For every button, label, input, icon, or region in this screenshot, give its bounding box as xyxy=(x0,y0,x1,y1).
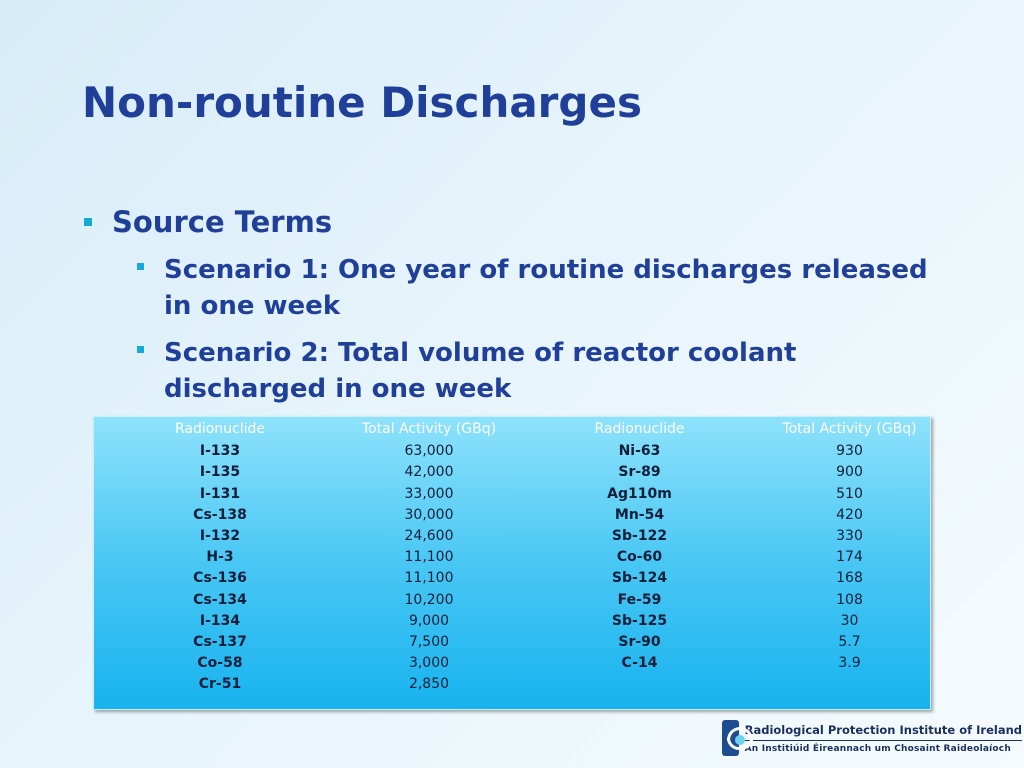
activity-cell: 930 xyxy=(836,443,863,460)
radionuclide-cell: Co-60 xyxy=(616,549,663,566)
activity-cell: 330 xyxy=(836,527,863,544)
table-row xyxy=(94,462,932,483)
activity-cell: 63,000 xyxy=(404,443,454,460)
table-row xyxy=(94,441,932,462)
table-row xyxy=(94,611,932,632)
sub-bullet-scenario-1 xyxy=(137,252,944,324)
table-row xyxy=(94,547,932,568)
rpii-logo-icon xyxy=(722,720,739,756)
table-row xyxy=(94,526,932,547)
radionuclide-cell: Ni-63 xyxy=(618,443,661,460)
activity-cell: 10,200 xyxy=(404,591,454,608)
activity-cell: 24,600 xyxy=(404,527,454,544)
table-row xyxy=(94,632,932,653)
radionuclide-cell: I-132 xyxy=(199,527,241,544)
radionuclide-cell: Cr-51 xyxy=(198,676,242,693)
activity-cell: 5.7 xyxy=(838,633,861,650)
activity-cell: 2,850 xyxy=(408,676,450,693)
radionuclide-cell: Sb-125 xyxy=(611,612,668,629)
radionuclide-cell: Fe-59 xyxy=(617,591,662,608)
activity-cell: 420 xyxy=(836,506,863,523)
radionuclide-cell: I-133 xyxy=(199,443,241,460)
bullet-marker xyxy=(137,263,144,270)
activity-cell: 3,000 xyxy=(408,655,450,672)
table-row xyxy=(94,484,932,505)
radionuclide-cell: Sr-90 xyxy=(618,633,661,650)
radionuclide-cell: Sr-89 xyxy=(618,464,661,481)
bullet-text: Source Terms xyxy=(112,205,333,239)
activity-cell: 9,000 xyxy=(408,612,450,629)
table-row xyxy=(94,568,932,589)
bullet-marker xyxy=(84,218,92,226)
header-radionuclide: Radionuclide xyxy=(594,421,685,437)
radionuclide-cell: Sb-122 xyxy=(611,527,668,544)
activity-cell: 900 xyxy=(836,464,863,481)
activity-cell: 30 xyxy=(840,612,859,629)
bullet-marker xyxy=(137,346,144,353)
header-radionuclide: Radionuclide xyxy=(174,421,266,437)
table-row xyxy=(94,674,932,695)
activity-cell: 510 xyxy=(836,485,863,502)
activity-cell: 3.9 xyxy=(838,655,861,672)
table-row xyxy=(94,590,932,611)
radionuclide-cell: Co-58 xyxy=(197,655,243,672)
radionuclide-table xyxy=(93,416,931,710)
activity-cell: 108 xyxy=(836,591,863,608)
radionuclide-cell: I-134 xyxy=(199,612,241,629)
header-total-activity: Total Activity (GBq) xyxy=(361,421,497,437)
table-row xyxy=(94,505,932,526)
activity-cell: 11,100 xyxy=(404,549,454,566)
table-header-row xyxy=(94,417,932,441)
radionuclide-cell: I-131 xyxy=(199,485,241,502)
activity-cell: 7,500 xyxy=(408,633,450,650)
radionuclide-cell: I-135 xyxy=(199,464,241,481)
logo-irish-name: An Institiúid Éireannach um Chosaint Raideolaíoch xyxy=(744,743,1011,754)
table-row xyxy=(94,653,932,674)
sub-bullet-text: Scenario 1: One year of routine discharges released in one week xyxy=(164,255,928,321)
activity-cell xyxy=(767,674,932,695)
activity-cell: 11,100 xyxy=(404,570,454,587)
activity-cell: 174 xyxy=(836,549,863,566)
radionuclide-cell: Cs-137 xyxy=(193,633,247,650)
radionuclide-cell: Mn-54 xyxy=(614,506,665,523)
logo-name: Radiological Protection Institute of Ireland xyxy=(745,723,1022,741)
radionuclide-cell xyxy=(512,674,767,695)
radionuclide-cell: Ag110m xyxy=(607,485,672,502)
bullet-source-terms xyxy=(84,205,332,239)
rpii-logo xyxy=(722,712,1022,764)
activity-cell: 30,000 xyxy=(404,506,454,523)
radionuclide-cell: Sb-124 xyxy=(611,570,668,587)
radionuclide-cell: Cs-136 xyxy=(193,570,247,587)
sub-bullet-text: Scenario 2: Total volume of reactor coolant discharged in one week xyxy=(164,338,797,404)
radionuclide-cell: C-14 xyxy=(621,655,658,672)
activity-cell: 168 xyxy=(836,570,863,587)
radionuclide-cell: Cs-138 xyxy=(193,506,247,523)
sub-bullet-scenario-2 xyxy=(137,335,944,407)
radionuclide-cell: Cs-134 xyxy=(193,591,247,608)
activity-cell: 42,000 xyxy=(404,464,454,481)
header-total-activity: Total Activity (GBq) xyxy=(782,421,917,437)
radionuclide-cell: H-3 xyxy=(206,549,234,566)
slide-title: Non-routine Discharges xyxy=(82,78,642,127)
activity-cell: 33,000 xyxy=(404,485,454,502)
